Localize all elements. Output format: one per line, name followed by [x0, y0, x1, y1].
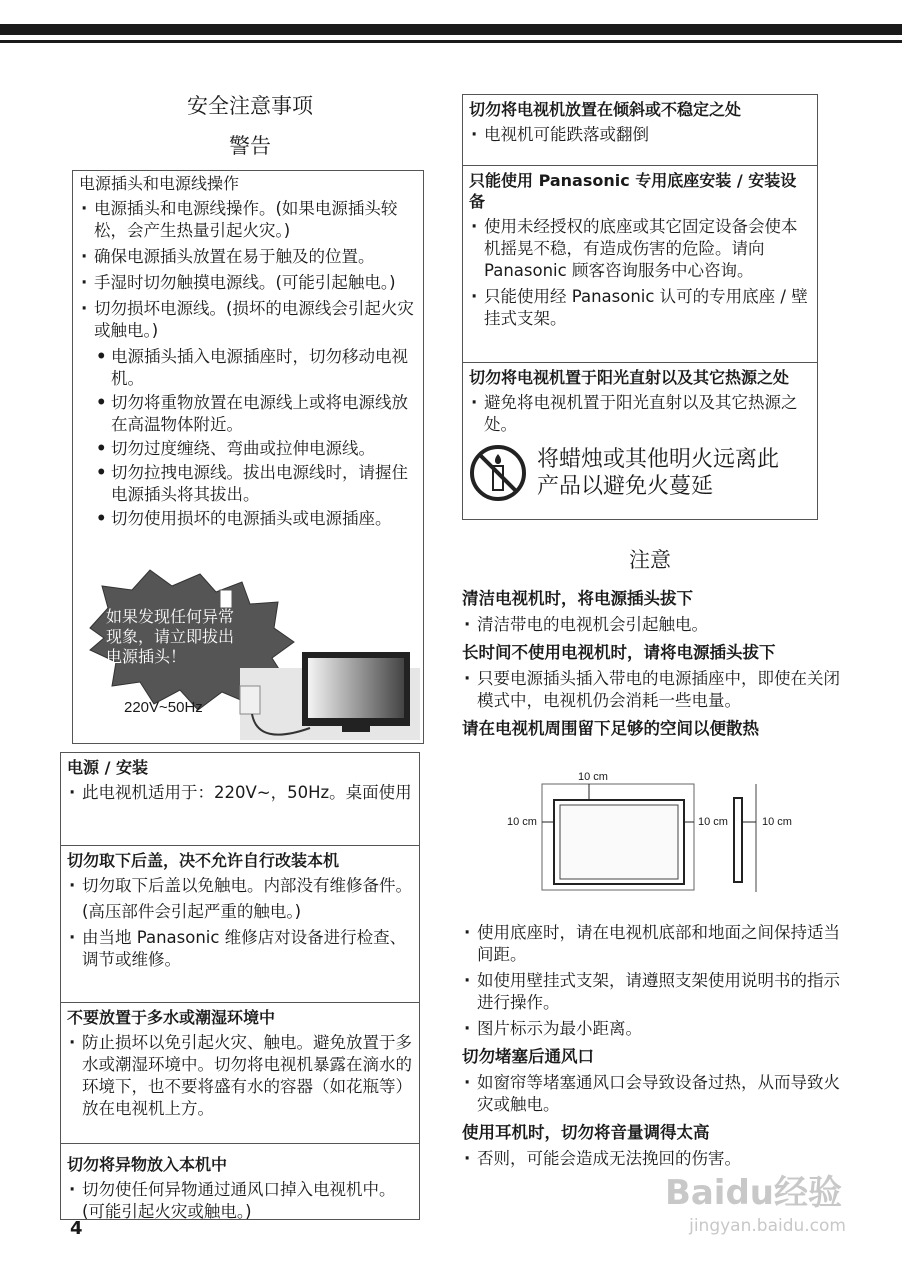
list-item: · 清洁带电的电视机会引起触电。 — [462, 614, 842, 636]
power-cord-sublist — [95, 346, 417, 530]
after-diagram-section — [462, 918, 842, 1174]
power-plug-title: 电源插头和电源线操作 — [79, 174, 240, 193]
caution-title: 清洁电视机时，将电源插头拔下 — [462, 589, 693, 608]
section-title: 切勿将异物放入本机中 — [67, 1155, 228, 1174]
list-item: · 切勿使任何异物通过通风口掉入电视机中。(可能引起火灾或触电。) — [67, 1179, 413, 1223]
candle-warning — [469, 444, 811, 502]
list-item: • 切勿过度缠绕、弯曲或拉伸电源线。 — [95, 438, 417, 460]
section-stand — [463, 166, 817, 363]
list-item: · 确保电源插头放置在易于触及的位置。 — [79, 246, 417, 268]
warning-heading: 警告 — [229, 134, 271, 158]
plug-in-hand — [220, 590, 232, 608]
list-note: (高压部件会引起严重的触电。) — [82, 902, 302, 921]
list-item: · 使用未经授权的底座或其它固定设备会使本机摇晃不稳，有造成伤害的危险。请向 Panasonic 顾客咨询服务中心咨询。 — [469, 216, 811, 282]
list-item: · 切勿损坏电源线。(损坏的电源线会引起火灾或触电。) — [79, 298, 417, 342]
section-heat — [463, 363, 817, 510]
list-item: · 避免将电视机置于阳光直射以及其它热源之处。 — [469, 392, 811, 436]
section-title: 不要放置于多水或潮湿环境中 — [67, 1008, 276, 1027]
list-item: · 如窗帘等堵塞通风口会导致设备过热，从而导致火灾或触电。 — [462, 1072, 842, 1116]
baidu-watermark-url: jingyan.baidu.com — [689, 1216, 846, 1236]
caution-heading: 注意 — [629, 548, 671, 572]
tv-front-screen — [560, 805, 678, 879]
ventilation-diagram — [500, 770, 810, 896]
placement-box — [462, 94, 818, 520]
section-moisture — [61, 1003, 419, 1144]
list-item: • 切勿使用损坏的电源插头或电源插座。 — [95, 508, 417, 530]
list-item: · 如使用壁挂式支架，请遵照支架使用说明书的指示进行操作。 — [462, 970, 842, 1014]
section-title: 切勿将电视机置于阳光直射以及其它热源之处 — [469, 368, 790, 387]
page-number: 4 — [70, 1218, 83, 1239]
caution-title: 使用耳机时，切勿将音量调得太高 — [462, 1123, 710, 1142]
section-title: 只能使用 Panasonic 专用底座安装 / 安装设备 — [469, 171, 797, 211]
installation-box — [60, 752, 420, 1220]
caution-title: 切勿堵塞后通风口 — [462, 1047, 594, 1066]
list-item: • 电源插头插入电源插座时，切勿移动电视机。 — [95, 346, 417, 390]
caution-section — [462, 582, 842, 740]
section-title: 切勿将电视机放置在倾斜或不稳定之处 — [469, 100, 742, 119]
voltage-label: 220V~50Hz — [124, 699, 203, 716]
page-title: 安全注意事项 — [187, 94, 313, 118]
dim-left: 10 cm — [507, 816, 537, 828]
alert-burst-text: 如果发现任何异常现象，请立即拔出电源插头！ — [106, 607, 235, 666]
list-item: · 手湿时切勿触摸电源线。(可能引起触电。) — [79, 272, 417, 294]
dim-right: 10 cm — [698, 816, 728, 828]
list-item: · 只能使用经 Panasonic 认可的专用底座 / 壁挂式支架。 — [469, 286, 811, 330]
baidu-watermark: Baidu经验 — [664, 1173, 842, 1213]
list-item: · 只要电源插头插入带电的电源插座中，即使在关闭模式中，电视机仍会消耗一些电量。 — [462, 668, 842, 712]
list-item: · 此电视机适用于：220V~，50Hz。桌面使用 — [67, 782, 413, 804]
section-power-install — [61, 753, 419, 846]
caution-title: 长时间不使用电视机时，请将电源插头拔下 — [462, 643, 776, 662]
list-item: · 使用底座时，请在电视机底部和地面之间保持适当间距。 — [462, 922, 842, 966]
list-item: • 切勿拉拽电源线。拔出电源线时，请握住电源插头将其拔出。 — [95, 462, 417, 506]
list-item: · 电视机可能跌落或翻倒 — [469, 124, 811, 146]
section-title: 电源 / 安装 — [67, 758, 148, 777]
caution-title: 请在电视机周围留下足够的空间以便散热 — [462, 719, 759, 738]
dim-top: 10 cm — [578, 771, 608, 783]
list-item: · 图片标示为最小距离。 — [462, 1018, 842, 1040]
tv-screen — [308, 658, 404, 718]
top-rule-thick — [0, 24, 902, 35]
top-rule-thin — [0, 40, 902, 43]
no-candle-icon — [469, 444, 527, 502]
power-plug-list — [79, 198, 417, 342]
section-unstable — [463, 95, 817, 166]
list-item: · 由当地 Panasonic 维修店对设备进行检查、调节或维修。 — [67, 927, 413, 971]
list-item: · 否则，可能会造成无法挽回的伤害。 — [462, 1148, 842, 1170]
list-item: · 防止损坏以免引起火灾、触电。避免放置于多水或潮湿环境中。切勿将电视机暴露在滴水的环境下，也不要将盛有水的容器（如花瓶等）放在电视机上方。 — [67, 1032, 413, 1120]
section-title: 切勿取下后盖，决不允许自行改装本机 — [67, 851, 340, 870]
tv-stand — [342, 726, 370, 732]
list-item: • 切勿将重物放置在电源线上或将电源线放在高温物体附近。 — [95, 392, 417, 436]
list-item: · 切勿取下后盖以免触电。内部没有维修备件。 — [67, 875, 413, 897]
candle-warning-text: 将蜡烛或其他明火远离此产品以避免火蔓延 — [537, 447, 780, 499]
tv-side-outline — [734, 798, 742, 882]
list-item: · 电源插头和电源线操作。(如果电源插头较松，会产生热量引起火灾。) — [79, 198, 417, 242]
section-back-cover — [61, 846, 419, 1003]
wall-outlet — [240, 686, 260, 714]
dim-side: 10 cm — [762, 816, 792, 828]
section-foreign-objects — [61, 1144, 419, 1235]
